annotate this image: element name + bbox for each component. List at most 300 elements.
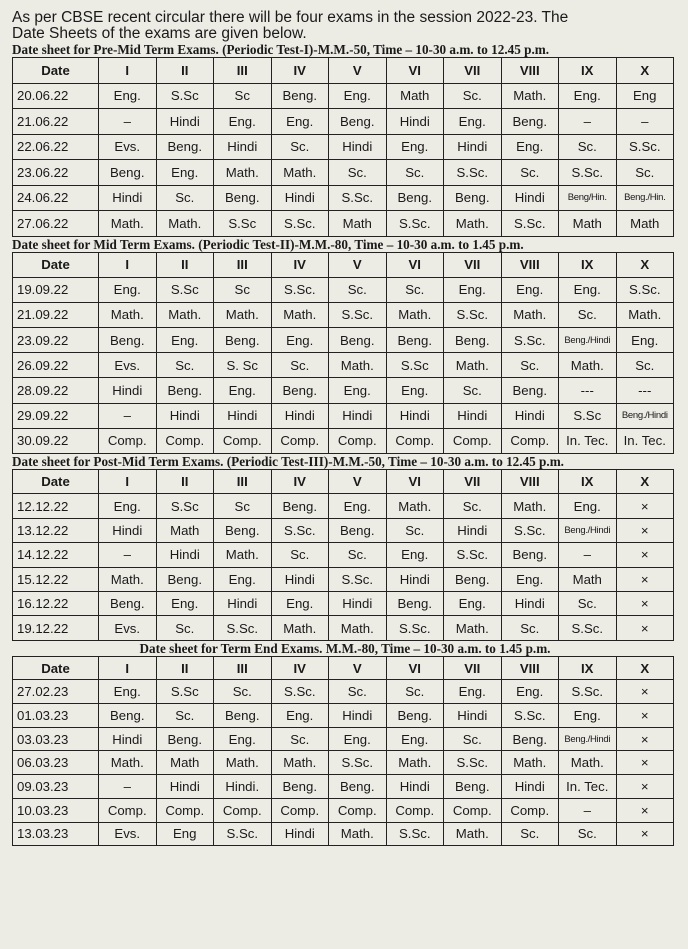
date-cell: 20.06.22 (13, 83, 99, 109)
subject-cell: Sc. (559, 302, 617, 327)
subject-cell: Beng. (214, 185, 272, 211)
subject-cell: – (559, 543, 617, 567)
subject-cell: Beng. (271, 378, 329, 403)
subject-cell: Comp. (156, 428, 214, 453)
subject-cell: S.Sc (386, 353, 444, 378)
subject-cell: Hindi (501, 591, 559, 615)
table-row (13, 428, 674, 453)
subject-cell: Beng./Hindi (559, 518, 617, 542)
subject-cell: Sc. (214, 680, 272, 704)
subject-cell: Hindi (329, 704, 387, 728)
subject-cell: Math (386, 83, 444, 109)
section-title: Date sheet for Post-Mid Term Exams. (Periodic Test-III)-M.M.-50, Time – 10-30 a.m. to 12.45 p.m. (12, 454, 564, 469)
subject-cell: Math. (386, 494, 444, 518)
subject-cell: Math. (214, 302, 272, 327)
subject-cell: Sc. (616, 353, 674, 378)
subject-cell: S.Sc. (501, 518, 559, 542)
column-header: VI (386, 58, 444, 84)
column-header: II (156, 58, 214, 84)
subject-cell: Beng. (329, 109, 387, 135)
subject-cell: Sc. (559, 822, 617, 846)
subject-cell: Hindi (444, 403, 502, 428)
subject-cell: S.Sc. (271, 680, 329, 704)
column-header: IX (559, 470, 617, 494)
table-header-row (13, 656, 674, 680)
subject-cell: Beng. (501, 378, 559, 403)
subject-cell: – (99, 109, 157, 135)
subject-cell: Hindi (329, 591, 387, 615)
subject-cell: S.Sc. (501, 211, 559, 237)
subject-cell: Hindi (214, 591, 272, 615)
subject-cell: Sc (214, 494, 272, 518)
subject-cell: Hindi (156, 543, 214, 567)
subject-cell: Beng/Hin. (559, 185, 617, 211)
subject-cell: Hindi (271, 567, 329, 591)
subject-cell: Math. (99, 751, 157, 775)
subject-cell: – (99, 403, 157, 428)
date-cell: 24.06.22 (13, 185, 99, 211)
subject-cell: Comp. (501, 798, 559, 822)
subject-cell: Comp. (271, 798, 329, 822)
date-cell: 03.03.23 (13, 727, 99, 751)
subject-cell: Beng. (444, 185, 502, 211)
subject-cell: Eng. (444, 277, 502, 302)
subject-cell: Eng. (156, 160, 214, 186)
subject-cell: S.Sc. (444, 543, 502, 567)
subject-cell: Hindi (271, 185, 329, 211)
column-header: I (99, 252, 157, 277)
subject-cell: Comp. (444, 428, 502, 453)
date-cell: 12.12.22 (13, 494, 99, 518)
table-row (13, 727, 674, 751)
subject-cell: Math (329, 211, 387, 237)
table-row (13, 798, 674, 822)
subject-cell: Eng. (271, 328, 329, 353)
subject-cell: Sc. (386, 160, 444, 186)
date-cell: 16.12.22 (13, 591, 99, 615)
subject-cell: Hindi (386, 775, 444, 799)
table-row (13, 160, 674, 186)
subject-cell: S.Sc (156, 494, 214, 518)
subject-cell: Eng. (444, 680, 502, 704)
subject-cell: Beng. (501, 109, 559, 135)
table-row (13, 302, 674, 327)
subject-cell: Sc (214, 83, 272, 109)
subject-cell: × (616, 591, 674, 615)
date-cell: 01.03.23 (13, 704, 99, 728)
subject-cell: Beng. (501, 543, 559, 567)
column-header: VI (386, 470, 444, 494)
subject-cell: Eng. (329, 494, 387, 518)
column-header: X (616, 656, 674, 680)
column-header: Date (13, 58, 99, 84)
subject-cell: Eng. (329, 83, 387, 109)
subject-cell: Math. (99, 211, 157, 237)
date-cell: 26.09.22 (13, 353, 99, 378)
table-row (13, 403, 674, 428)
subject-cell: In. Tec. (616, 428, 674, 453)
subject-cell: Eng. (444, 591, 502, 615)
subject-cell: Sc. (559, 134, 617, 160)
subject-cell: Beng. (386, 591, 444, 615)
table-row (13, 822, 674, 846)
subject-cell: Math. (271, 616, 329, 640)
subject-cell: Eng. (444, 109, 502, 135)
subject-cell: × (616, 798, 674, 822)
intro-line-2: Date Sheets of the exams are given below. (12, 25, 307, 42)
subject-cell: Sc. (444, 494, 502, 518)
subject-cell: S.Sc. (616, 277, 674, 302)
subject-cell: Comp. (214, 428, 272, 453)
section-title: Date sheet for Term End Exams. M.M.-80, Time – 10-30 a.m. to 1.45 p.m. (139, 640, 551, 656)
subject-cell: S.Sc. (329, 185, 387, 211)
column-header: VII (444, 470, 502, 494)
subject-cell: Math. (501, 751, 559, 775)
subject-cell: Comp. (214, 798, 272, 822)
subject-cell: S. Sc (214, 353, 272, 378)
subject-cell: Math. (99, 567, 157, 591)
column-header: III (214, 252, 272, 277)
subject-cell: Math. (386, 302, 444, 327)
subject-cell: Math. (501, 83, 559, 109)
table-row (13, 518, 674, 542)
subject-cell: Math. (501, 494, 559, 518)
subject-cell: Hindi (501, 775, 559, 799)
date-cell: 10.03.23 (13, 798, 99, 822)
column-header: IV (271, 656, 329, 680)
subject-cell: Sc. (271, 543, 329, 567)
subject-cell: In. Tec. (559, 775, 617, 799)
table-row (13, 543, 674, 567)
subject-cell: Beng./Hindi (559, 328, 617, 353)
column-header: IV (271, 470, 329, 494)
subject-cell: Eng. (501, 277, 559, 302)
column-header: IV (271, 252, 329, 277)
table-row (13, 134, 674, 160)
subject-cell: Hindi (386, 109, 444, 135)
subject-cell: Math. (559, 751, 617, 775)
subject-cell: × (616, 775, 674, 799)
subject-cell: S.Sc. (444, 302, 502, 327)
subject-cell: Beng. (156, 134, 214, 160)
date-cell: 09.03.23 (13, 775, 99, 799)
date-cell: 23.09.22 (13, 328, 99, 353)
subject-cell: Comp. (329, 798, 387, 822)
subject-cell: Hindi (214, 134, 272, 160)
subject-cell: Evs. (99, 353, 157, 378)
table-row (13, 680, 674, 704)
column-header: VIII (501, 470, 559, 494)
subject-cell: Sc. (329, 277, 387, 302)
date-sheet-table (12, 656, 674, 847)
subject-cell: S.Sc (214, 211, 272, 237)
table-row (13, 211, 674, 237)
date-sheet-table (12, 469, 674, 641)
subject-cell: S.Sc. (271, 277, 329, 302)
subject-cell: Eng. (501, 680, 559, 704)
subject-cell: S.Sc. (329, 567, 387, 591)
column-header: Date (13, 470, 99, 494)
date-cell: 27.02.23 (13, 680, 99, 704)
subject-cell: Math. (616, 302, 674, 327)
column-header: I (99, 58, 157, 84)
subject-cell: Beng. (386, 185, 444, 211)
table-row (13, 185, 674, 211)
column-header: X (616, 58, 674, 84)
subject-cell: S.Sc. (616, 134, 674, 160)
subject-cell: Eng. (99, 494, 157, 518)
subject-cell: Sc. (156, 185, 214, 211)
date-cell: 19.12.22 (13, 616, 99, 640)
subject-cell: × (616, 751, 674, 775)
subject-cell: Math. (271, 302, 329, 327)
subject-cell: Beng./Hindi (616, 403, 674, 428)
table-row (13, 83, 674, 109)
subject-cell: Hindi (444, 704, 502, 728)
subject-cell: Beng. (156, 378, 214, 403)
subject-cell: S.Sc. (386, 822, 444, 846)
subject-cell: S.Sc. (386, 616, 444, 640)
date-cell: 30.09.22 (13, 428, 99, 453)
date-cell: 29.09.22 (13, 403, 99, 428)
column-header: VI (386, 656, 444, 680)
subject-cell: Hindi (386, 403, 444, 428)
subject-cell: Comp. (444, 798, 502, 822)
subject-cell: Hindi (156, 403, 214, 428)
subject-cell: Eng. (214, 378, 272, 403)
subject-cell: Comp. (99, 798, 157, 822)
subject-cell: Beng. (99, 704, 157, 728)
subject-cell: In. Tec. (559, 428, 617, 453)
subject-cell: Sc. (329, 160, 387, 186)
subject-cell: Sc (214, 277, 272, 302)
subject-cell: Eng. (156, 591, 214, 615)
subject-cell: Beng. (271, 494, 329, 518)
subject-cell: Math. (214, 160, 272, 186)
subject-cell: Sc. (444, 83, 502, 109)
date-cell: 27.06.22 (13, 211, 99, 237)
subject-cell: S.Sc (156, 277, 214, 302)
subject-cell: Eng (616, 83, 674, 109)
subject-cell: Math (559, 211, 617, 237)
subject-cell: Sc. (386, 277, 444, 302)
table-row (13, 567, 674, 591)
section-title: Date sheet for Mid Term Exams. (Periodic Test-II)-M.M.-80, Time – 10-30 a.m. to 1.45 p.m. (12, 236, 524, 252)
subject-cell: Beng. (99, 591, 157, 615)
subject-cell: Sc. (329, 543, 387, 567)
subject-cell: Math. (214, 543, 272, 567)
subject-cell: Hindi (99, 727, 157, 751)
subject-cell: Eng. (271, 704, 329, 728)
subject-cell: Comp. (271, 428, 329, 453)
subject-cell: Hindi (99, 378, 157, 403)
subject-cell: Eng. (559, 704, 617, 728)
subject-cell: Comp. (501, 428, 559, 453)
subject-cell: Math. (444, 616, 502, 640)
subject-cell: Eng. (616, 328, 674, 353)
subject-cell: S.Sc. (329, 751, 387, 775)
subject-cell: Comp. (99, 428, 157, 453)
date-cell: 22.06.22 (13, 134, 99, 160)
subject-cell: Beng./Hindi (559, 727, 617, 751)
subject-cell: S.Sc. (559, 160, 617, 186)
subject-cell: S.Sc (156, 83, 214, 109)
subject-cell: Sc. (156, 353, 214, 378)
subject-cell: Sc. (329, 680, 387, 704)
column-header: II (156, 656, 214, 680)
date-cell: 28.09.22 (13, 378, 99, 403)
column-header: III (214, 656, 272, 680)
column-header: IX (559, 58, 617, 84)
column-header: V (329, 656, 387, 680)
subject-cell: Math. (559, 353, 617, 378)
subject-cell: Eng. (271, 591, 329, 615)
date-sheet-table (12, 57, 674, 237)
subject-cell: S.Sc (559, 403, 617, 428)
subject-cell: × (616, 494, 674, 518)
subject-cell: Evs. (99, 822, 157, 846)
subject-cell: Hindi (99, 518, 157, 542)
date-sheet-sections (12, 42, 678, 846)
subject-cell: S.Sc. (501, 704, 559, 728)
subject-cell: Eng. (386, 543, 444, 567)
subject-cell: Sc. (444, 727, 502, 751)
table-row (13, 494, 674, 518)
column-header: V (329, 470, 387, 494)
subject-cell: × (616, 543, 674, 567)
subject-cell: Beng. (156, 727, 214, 751)
subject-cell: Hindi (444, 134, 502, 160)
subject-cell: Sc. (271, 353, 329, 378)
subject-cell: × (616, 518, 674, 542)
subject-cell: --- (559, 378, 617, 403)
date-cell: 21.09.22 (13, 302, 99, 327)
date-cell: 13.03.23 (13, 822, 99, 846)
subject-cell: – (559, 798, 617, 822)
date-cell: 15.12.22 (13, 567, 99, 591)
table-row (13, 616, 674, 640)
subject-cell: Beng. (444, 775, 502, 799)
subject-cell: – (99, 775, 157, 799)
subject-cell: Comp. (386, 428, 444, 453)
subject-cell: Beng. (214, 518, 272, 542)
subject-cell: Math. (329, 616, 387, 640)
intro-text (12, 10, 678, 42)
subject-cell: Eng (156, 822, 214, 846)
subject-cell: Hindi (271, 822, 329, 846)
date-cell: 14.12.22 (13, 543, 99, 567)
subject-cell: Eng. (501, 567, 559, 591)
table-row (13, 109, 674, 135)
table-row (13, 591, 674, 615)
subject-cell: S.Sc. (444, 751, 502, 775)
column-header: X (616, 252, 674, 277)
table-header-row (13, 252, 674, 277)
subject-cell: × (616, 727, 674, 751)
subject-cell: Math. (156, 302, 214, 327)
subject-cell: Eng. (99, 680, 157, 704)
subject-cell: --- (616, 378, 674, 403)
column-header: VIII (501, 58, 559, 84)
subject-cell: S.Sc (156, 680, 214, 704)
subject-cell: Comp. (329, 428, 387, 453)
subject-cell: × (616, 680, 674, 704)
subject-cell: Math (616, 211, 674, 237)
subject-cell: × (616, 616, 674, 640)
subject-cell: Math. (271, 751, 329, 775)
table-row (13, 704, 674, 728)
subject-cell: Beng. (329, 518, 387, 542)
subject-cell: Eng. (271, 109, 329, 135)
subject-cell: S.Sc. (329, 302, 387, 327)
subject-cell: Hindi (156, 109, 214, 135)
subject-cell: Sc. (444, 378, 502, 403)
subject-cell: Sc. (156, 616, 214, 640)
column-header: X (616, 470, 674, 494)
subject-cell: Math (156, 751, 214, 775)
subject-cell: Math. (501, 302, 559, 327)
subject-cell: Beng. (214, 328, 272, 353)
column-header: VI (386, 252, 444, 277)
subject-cell: Beng. (444, 567, 502, 591)
column-header: VII (444, 58, 502, 84)
column-header: VII (444, 656, 502, 680)
subject-cell: Eng. (99, 83, 157, 109)
subject-cell: Beng. (444, 328, 502, 353)
column-header: II (156, 470, 214, 494)
subject-cell: Evs. (99, 616, 157, 640)
subject-cell: Eng. (214, 727, 272, 751)
subject-cell: Sc. (271, 727, 329, 751)
subject-cell: Eng. (156, 328, 214, 353)
column-header: VIII (501, 656, 559, 680)
subject-cell: Math. (386, 751, 444, 775)
column-header: Date (13, 252, 99, 277)
subject-cell: × (616, 567, 674, 591)
subject-cell: Beng. (386, 328, 444, 353)
date-cell: 13.12.22 (13, 518, 99, 542)
subject-cell: Eng. (559, 494, 617, 518)
subject-cell: Sc. (501, 160, 559, 186)
subject-cell: Sc. (501, 353, 559, 378)
column-header: VIII (501, 252, 559, 277)
subject-cell: S.Sc. (501, 328, 559, 353)
column-header: IV (271, 58, 329, 84)
subject-cell: Hindi (156, 775, 214, 799)
subject-cell: S.Sc. (271, 518, 329, 542)
subject-cell: Eng. (329, 378, 387, 403)
subject-cell: Beng. (501, 727, 559, 751)
subject-cell: Eng. (559, 277, 617, 302)
subject-cell: Beng. (329, 775, 387, 799)
subject-cell: S.Sc. (386, 211, 444, 237)
column-header: I (99, 470, 157, 494)
subject-cell: Math. (156, 211, 214, 237)
date-cell: 23.06.22 (13, 160, 99, 186)
column-header: IX (559, 252, 617, 277)
subject-cell: Hindi (329, 134, 387, 160)
subject-cell: – (559, 109, 617, 135)
subject-cell: Hindi (386, 567, 444, 591)
subject-cell: Sc. (156, 704, 214, 728)
subject-cell: × (616, 822, 674, 846)
subject-cell: Sc. (386, 680, 444, 704)
subject-cell: Beng. (156, 567, 214, 591)
subject-cell: – (99, 543, 157, 567)
subject-cell: S.Sc. (214, 616, 272, 640)
column-header: Date (13, 656, 99, 680)
date-cell: 06.03.23 (13, 751, 99, 775)
